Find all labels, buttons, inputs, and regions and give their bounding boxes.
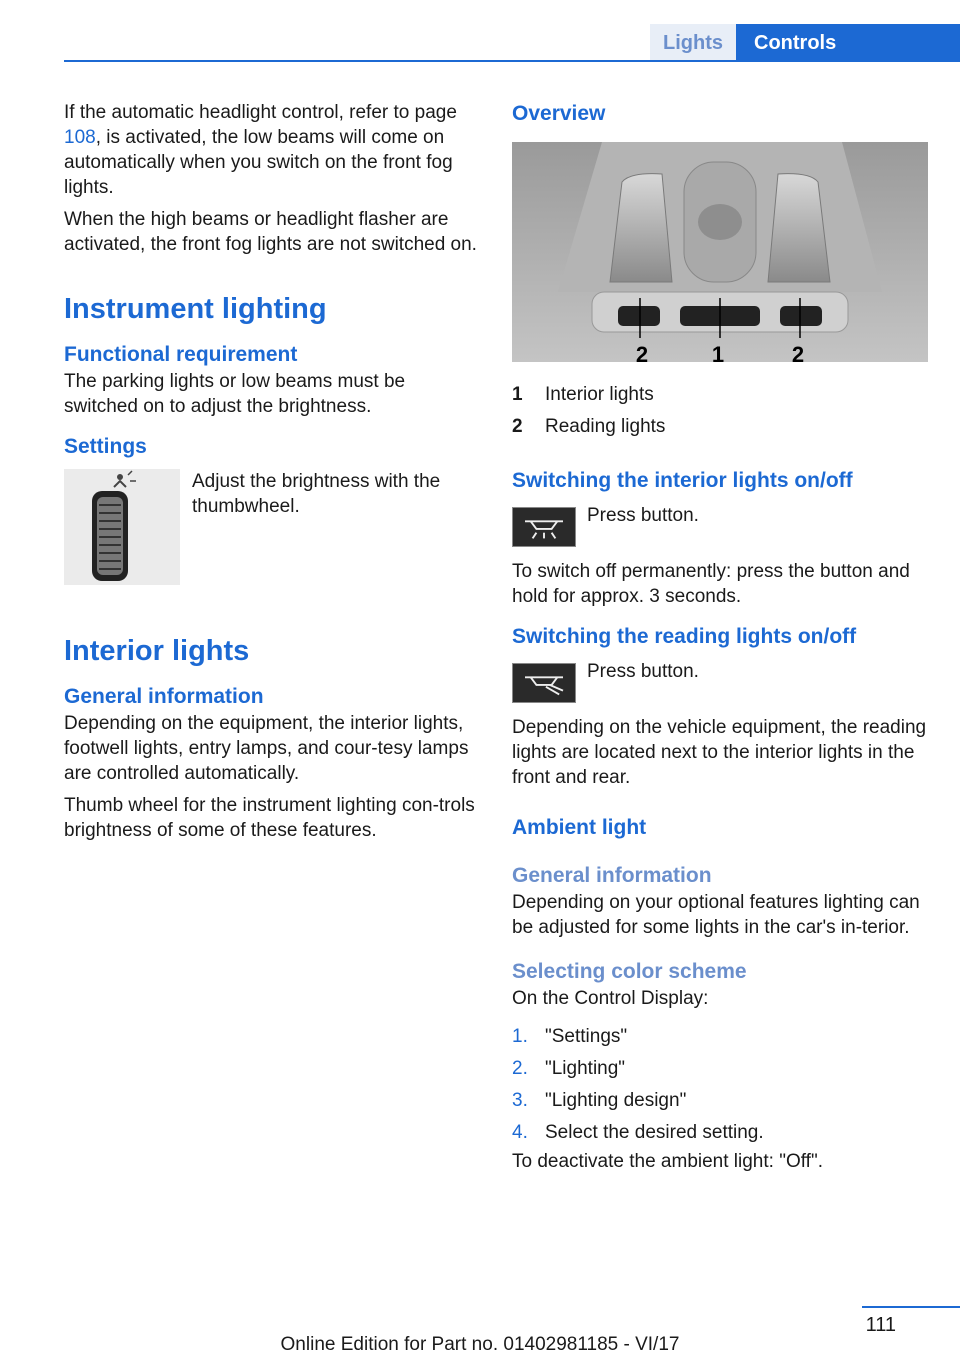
- heading-switch-reading: Switching the reading lights on/off: [512, 625, 857, 648]
- step-text: Select the desired setting.: [545, 1122, 764, 1143]
- step-number: 2.: [512, 1058, 528, 1079]
- step-number: 3.: [512, 1090, 528, 1111]
- list-item: [512, 379, 928, 411]
- page-header: [0, 24, 960, 62]
- heading-settings: Settings: [64, 435, 147, 458]
- thumbwheel-image: [64, 469, 180, 585]
- header-divider: [64, 60, 960, 62]
- list-item: [512, 1053, 928, 1085]
- callout-label: 2: [635, 342, 649, 362]
- list-item: [512, 1085, 928, 1117]
- paragraph-ambient: Depending on your optional features lighting can be adjusted for some lights in the car's in‐terior.: [512, 892, 920, 938]
- page-number: 111: [865, 1314, 896, 1336]
- paragraph-high-beams: When the high beams or headlight flasher are activated, the front fog lights are not switched on.: [64, 209, 477, 255]
- callout-label: 1: [711, 342, 725, 362]
- reading-button-row: [512, 663, 928, 703]
- list-item: [512, 1021, 928, 1053]
- paragraph-switch-off: To switch off permanently: press the button and hold for approx. 3 seconds.: [512, 561, 910, 607]
- page-link[interactable]: 108: [64, 127, 96, 148]
- heading-color-scheme: Selecting color scheme: [512, 960, 747, 983]
- footer-divider: [862, 1306, 960, 1308]
- paragraph-general-2: Thumb wheel for the instrument lighting con‐trols brightness of some of these features.: [64, 795, 475, 841]
- reading-light-button-icon: [512, 663, 576, 703]
- interior-light-button-icon: [512, 507, 576, 547]
- tab-controls[interactable]: Controls: [736, 24, 960, 62]
- heading-general-information-2: General information: [512, 864, 712, 887]
- overhead-console-image: [512, 142, 928, 362]
- legend-text: Reading lights: [545, 416, 666, 437]
- paragraph-reading-location: Depending on the vehicle equipment, the reading lights are located next to the interior lights in the front and rear.: [512, 717, 927, 788]
- paragraph-settings: Adjust the brightness with the thumbwheel.: [192, 471, 441, 517]
- heading-general-information: General information: [64, 685, 264, 708]
- step-text: "Settings": [545, 1026, 628, 1047]
- step-text: "Lighting": [545, 1058, 626, 1079]
- paragraph-press-button: Press button.: [587, 505, 699, 526]
- settings-block: [64, 469, 480, 585]
- thumbwheel-icon: [64, 469, 180, 585]
- step-number: 4.: [512, 1122, 528, 1143]
- legend-list: [512, 379, 928, 443]
- step-number: 1.: [512, 1026, 528, 1047]
- heading-overview: Overview: [512, 102, 606, 125]
- list-item: [512, 411, 928, 443]
- list-item: [512, 1117, 928, 1149]
- legend-text: Interior lights: [545, 384, 654, 405]
- paragraph-deactivate: To deactivate the ambient light: "Off".: [512, 1151, 823, 1172]
- paragraph-fog-auto: [64, 100, 480, 200]
- paragraph-general-1: Depending on the equipment, the interior lights, footwell lights, entry lamps, and cour‐tesy lamps are controlled automatically.: [64, 713, 469, 784]
- paragraph-control-display: On the Control Display:: [512, 988, 709, 1009]
- heading-interior-lights: Interior lights: [64, 635, 250, 667]
- steps-list: [512, 1021, 928, 1149]
- legend-number: 2: [512, 416, 523, 437]
- paragraph-functional-requirement: The parking lights or low beams must be switched on to adjust the brightness.: [64, 371, 406, 417]
- left-column: [64, 100, 480, 850]
- right-column: [512, 100, 928, 1181]
- interior-button-row: [512, 507, 928, 547]
- heading-switch-interior: Switching the interior lights on/off: [512, 469, 853, 492]
- legend-number: 1: [512, 384, 523, 405]
- paragraph-press-button: Press button.: [587, 661, 699, 682]
- text: , is activated, the low beams will come on automatically when you switch on the front fog lights.: [64, 127, 453, 198]
- tab-lights[interactable]: Lights: [650, 24, 736, 62]
- callout-label: 2: [791, 342, 805, 362]
- heading-ambient-light: Ambient light: [512, 816, 647, 839]
- text: If the automatic headlight control, refer to page: [64, 102, 457, 123]
- heading-instrument-lighting: Instrument lighting: [64, 293, 327, 325]
- edition-footer: Online Edition for Part no. 01402981185 - VI/17: [280, 1334, 680, 1355]
- step-text: "Lighting design": [545, 1090, 687, 1111]
- heading-functional-requirement: Functional requirement: [64, 343, 298, 366]
